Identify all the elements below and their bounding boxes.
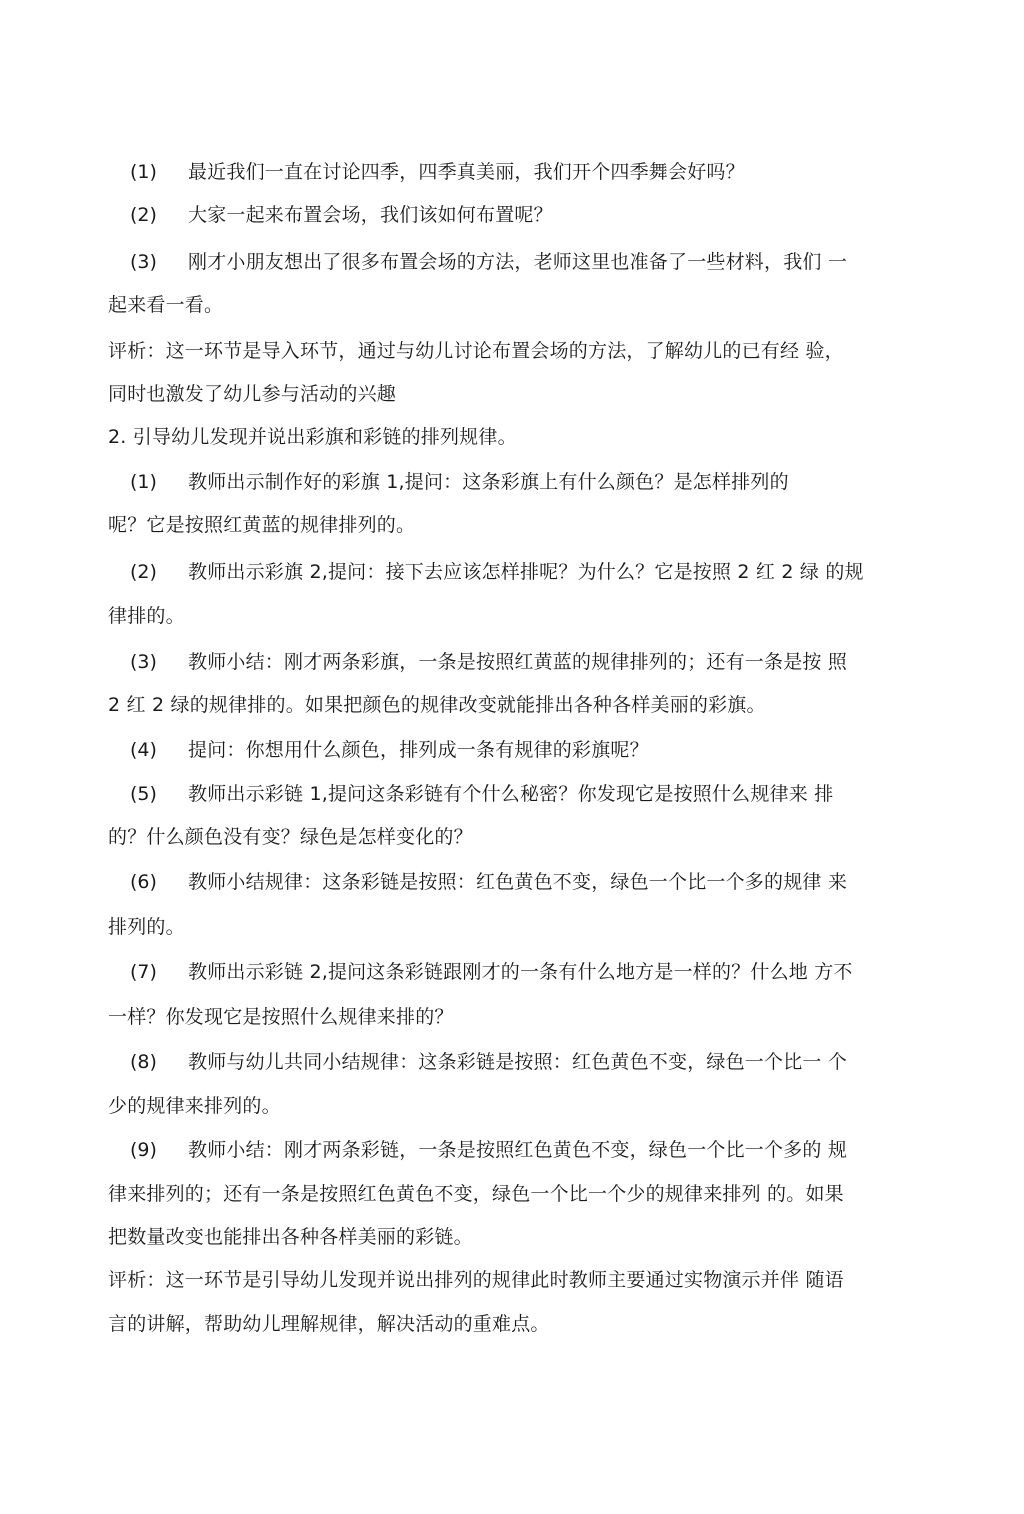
item-number: (2) — [130, 561, 157, 583]
item-text: 教师出示彩链 2,提问这条彩链跟刚才的一条有什么地方是一样的？什么地 方不 — [188, 961, 853, 983]
item-number: (8) — [130, 1051, 157, 1073]
item-text-continued: 一样？你发现它是按照什么规律来排的？ — [108, 1006, 454, 1028]
item-text-continued: 呢？它是按照红黄蓝的规律排列的。 — [108, 514, 416, 536]
item-text: 教师小结：刚才两条彩链，一条是按照红色黄色不变，绿色一个比一个多的 规 — [188, 1139, 848, 1161]
comment-text: 评析：这一环节是引导幼儿发现并说出排列的规律此时教师主要通过实物演示并伴 随语 — [108, 1269, 844, 1291]
item-text-continued: 把数量改变也能排出各种各样美丽的彩链。 — [108, 1226, 473, 1248]
item-number: (4) — [130, 739, 157, 761]
item-text-continued: 排列的。 — [108, 916, 185, 938]
item-text: 教师出示彩链 1,提问这条彩链有个什么秘密？你发现它是按照什么规律来 排 — [188, 783, 834, 805]
item-text-continued: 的？什么颜色没有变？绿色是怎样变化的？ — [108, 826, 473, 848]
item-number: (9) — [130, 1139, 157, 1161]
item-text-continued: 律排的。 — [108, 605, 185, 627]
item-text: 教师出示彩旗 2,提问：接下去应该怎样排呢？为什么？它是按照 2 红 2 绿 的规 — [188, 561, 864, 583]
item-number: (3) — [130, 251, 157, 273]
item-text-continued: 起来看一看。 — [108, 294, 224, 316]
item-text: 刚才小朋友想出了很多布置会场的方法，老师这里也准备了一些材料，我们 一 — [188, 251, 848, 273]
item-number: (1) — [130, 471, 157, 493]
item-text: 教师与幼儿共同小结规律：这条彩链是按照：红色黄色不变，绿色一个比一 个 — [188, 1051, 848, 1073]
item-text-continued: 少的规律来排列的。 — [108, 1095, 281, 1117]
item-number: (1) — [130, 161, 157, 183]
comment-text: 言的讲解，帮助幼儿理解规律，解决活动的重难点。 — [108, 1313, 550, 1335]
item-text: 教师出示制作好的彩旗 1,提问：这条彩旗上有什么颜色？是怎样排列的 — [188, 471, 789, 493]
item-number: (3) — [130, 651, 157, 673]
section-heading: 2. 引导幼儿发现并说出彩旗和彩链的排列规律。 — [108, 426, 517, 448]
item-text: 最近我们一直在讨论四季，四季真美丽，我们开个四季舞会好吗？ — [188, 161, 745, 183]
item-text: 教师小结：刚才两条彩旗，一条是按照红黄蓝的规律排列的；还有一条是按 照 — [188, 651, 848, 673]
item-number: (7) — [130, 961, 157, 983]
item-text: 大家一起来布置会场，我们该如何布置呢？ — [188, 204, 553, 226]
item-text-continued: 律来排列的；还有一条是按照红色黄色不变，绿色一个比一个少的规律来排列 的。如果 — [108, 1183, 844, 1205]
item-number: (6) — [130, 871, 157, 893]
item-text-continued: 2 红 2 绿的规律排的。如果把颜色的规律改变就能排出各种各样美丽的彩旗。 — [108, 694, 766, 716]
item-text: 提问：你想用什么颜色，排列成一条有规律的彩旗呢？ — [188, 739, 649, 761]
comment-text: 同时也激发了幼儿参与活动的兴趣 — [108, 383, 397, 405]
item-text: 教师小结规律：这条彩链是按照：红色黄色不变，绿色一个比一个多的规律 来 — [188, 871, 848, 893]
comment-text: 评析：这一环节是导入环节，通过与幼儿讨论布置会场的方法，了解幼儿的已有经 验， — [108, 340, 844, 362]
item-number: (2) — [130, 204, 157, 226]
item-number: (5) — [130, 783, 157, 805]
